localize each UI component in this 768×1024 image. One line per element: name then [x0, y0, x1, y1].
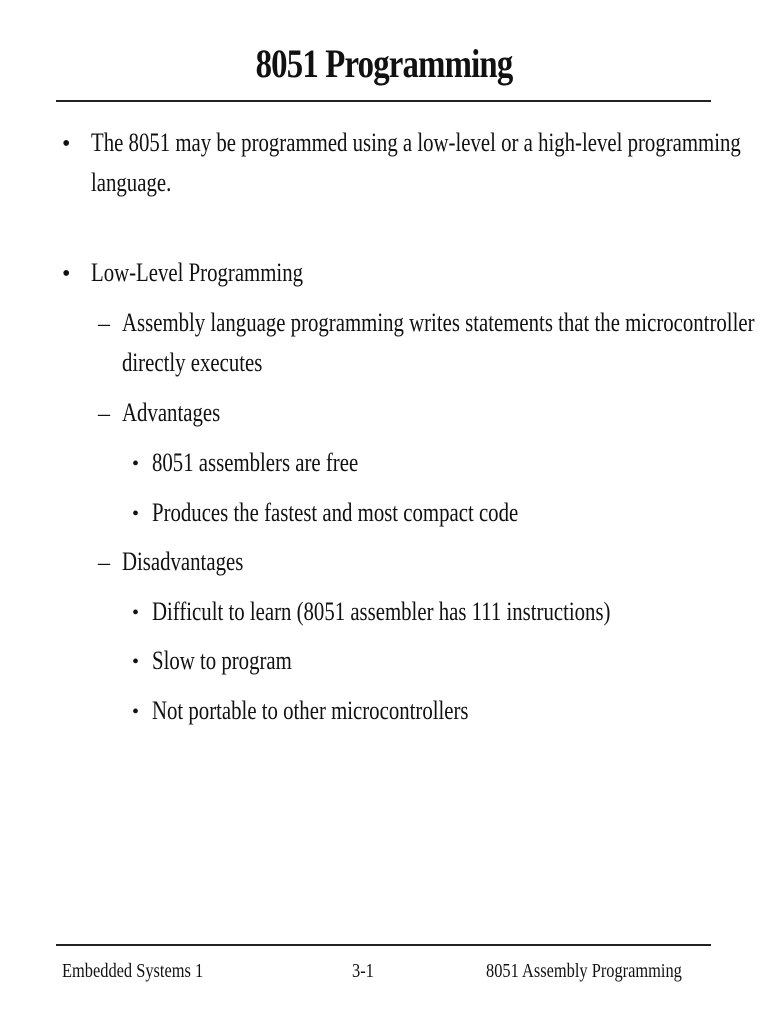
footer-course: Embedded Systems 1: [62, 960, 204, 982]
low-level-heading: Low-Level Programming: [91, 258, 303, 287]
title-divider: [56, 100, 711, 102]
intro-text-line2: language.: [91, 168, 172, 197]
advantage-item: 8051 assemblers are free: [152, 448, 359, 477]
intro-text-line1: The 8051 may be programmed using a low-level or a high-level programming: [91, 128, 741, 157]
disadvantage-item: Not portable to other microcontrollers: [152, 696, 469, 725]
disadvantage-item: Slow to program: [152, 646, 292, 675]
bullet-marker: •: [132, 503, 140, 525]
dash-marker: –: [98, 401, 110, 427]
dash-marker: –: [98, 550, 110, 576]
bullet-marker: •: [132, 701, 140, 723]
page-title: 8051 Programming: [255, 41, 513, 86]
assembly-text-line1: Assembly language programming writes statements that the microcontroller: [122, 308, 755, 337]
bullet-marker: •: [62, 261, 71, 287]
disadvantages-heading: Disadvantages: [122, 547, 244, 576]
disadvantage-item: Difficult to learn (8051 assembler has 111 instructions): [152, 597, 611, 626]
footer-page-number: 3-1: [352, 960, 374, 982]
advantages-heading: Advantages: [122, 398, 221, 427]
dash-marker: –: [98, 311, 110, 337]
bullet-marker: •: [62, 131, 71, 157]
bullet-marker: •: [132, 651, 140, 673]
bullet-marker: •: [132, 453, 140, 475]
footer-divider: [56, 944, 711, 946]
assembly-text-line2: directly executes: [122, 348, 263, 377]
bullet-marker: •: [132, 602, 140, 624]
advantage-item: Produces the fastest and most compact code: [152, 498, 519, 527]
footer-topic: 8051 Assembly Programming: [486, 960, 682, 982]
